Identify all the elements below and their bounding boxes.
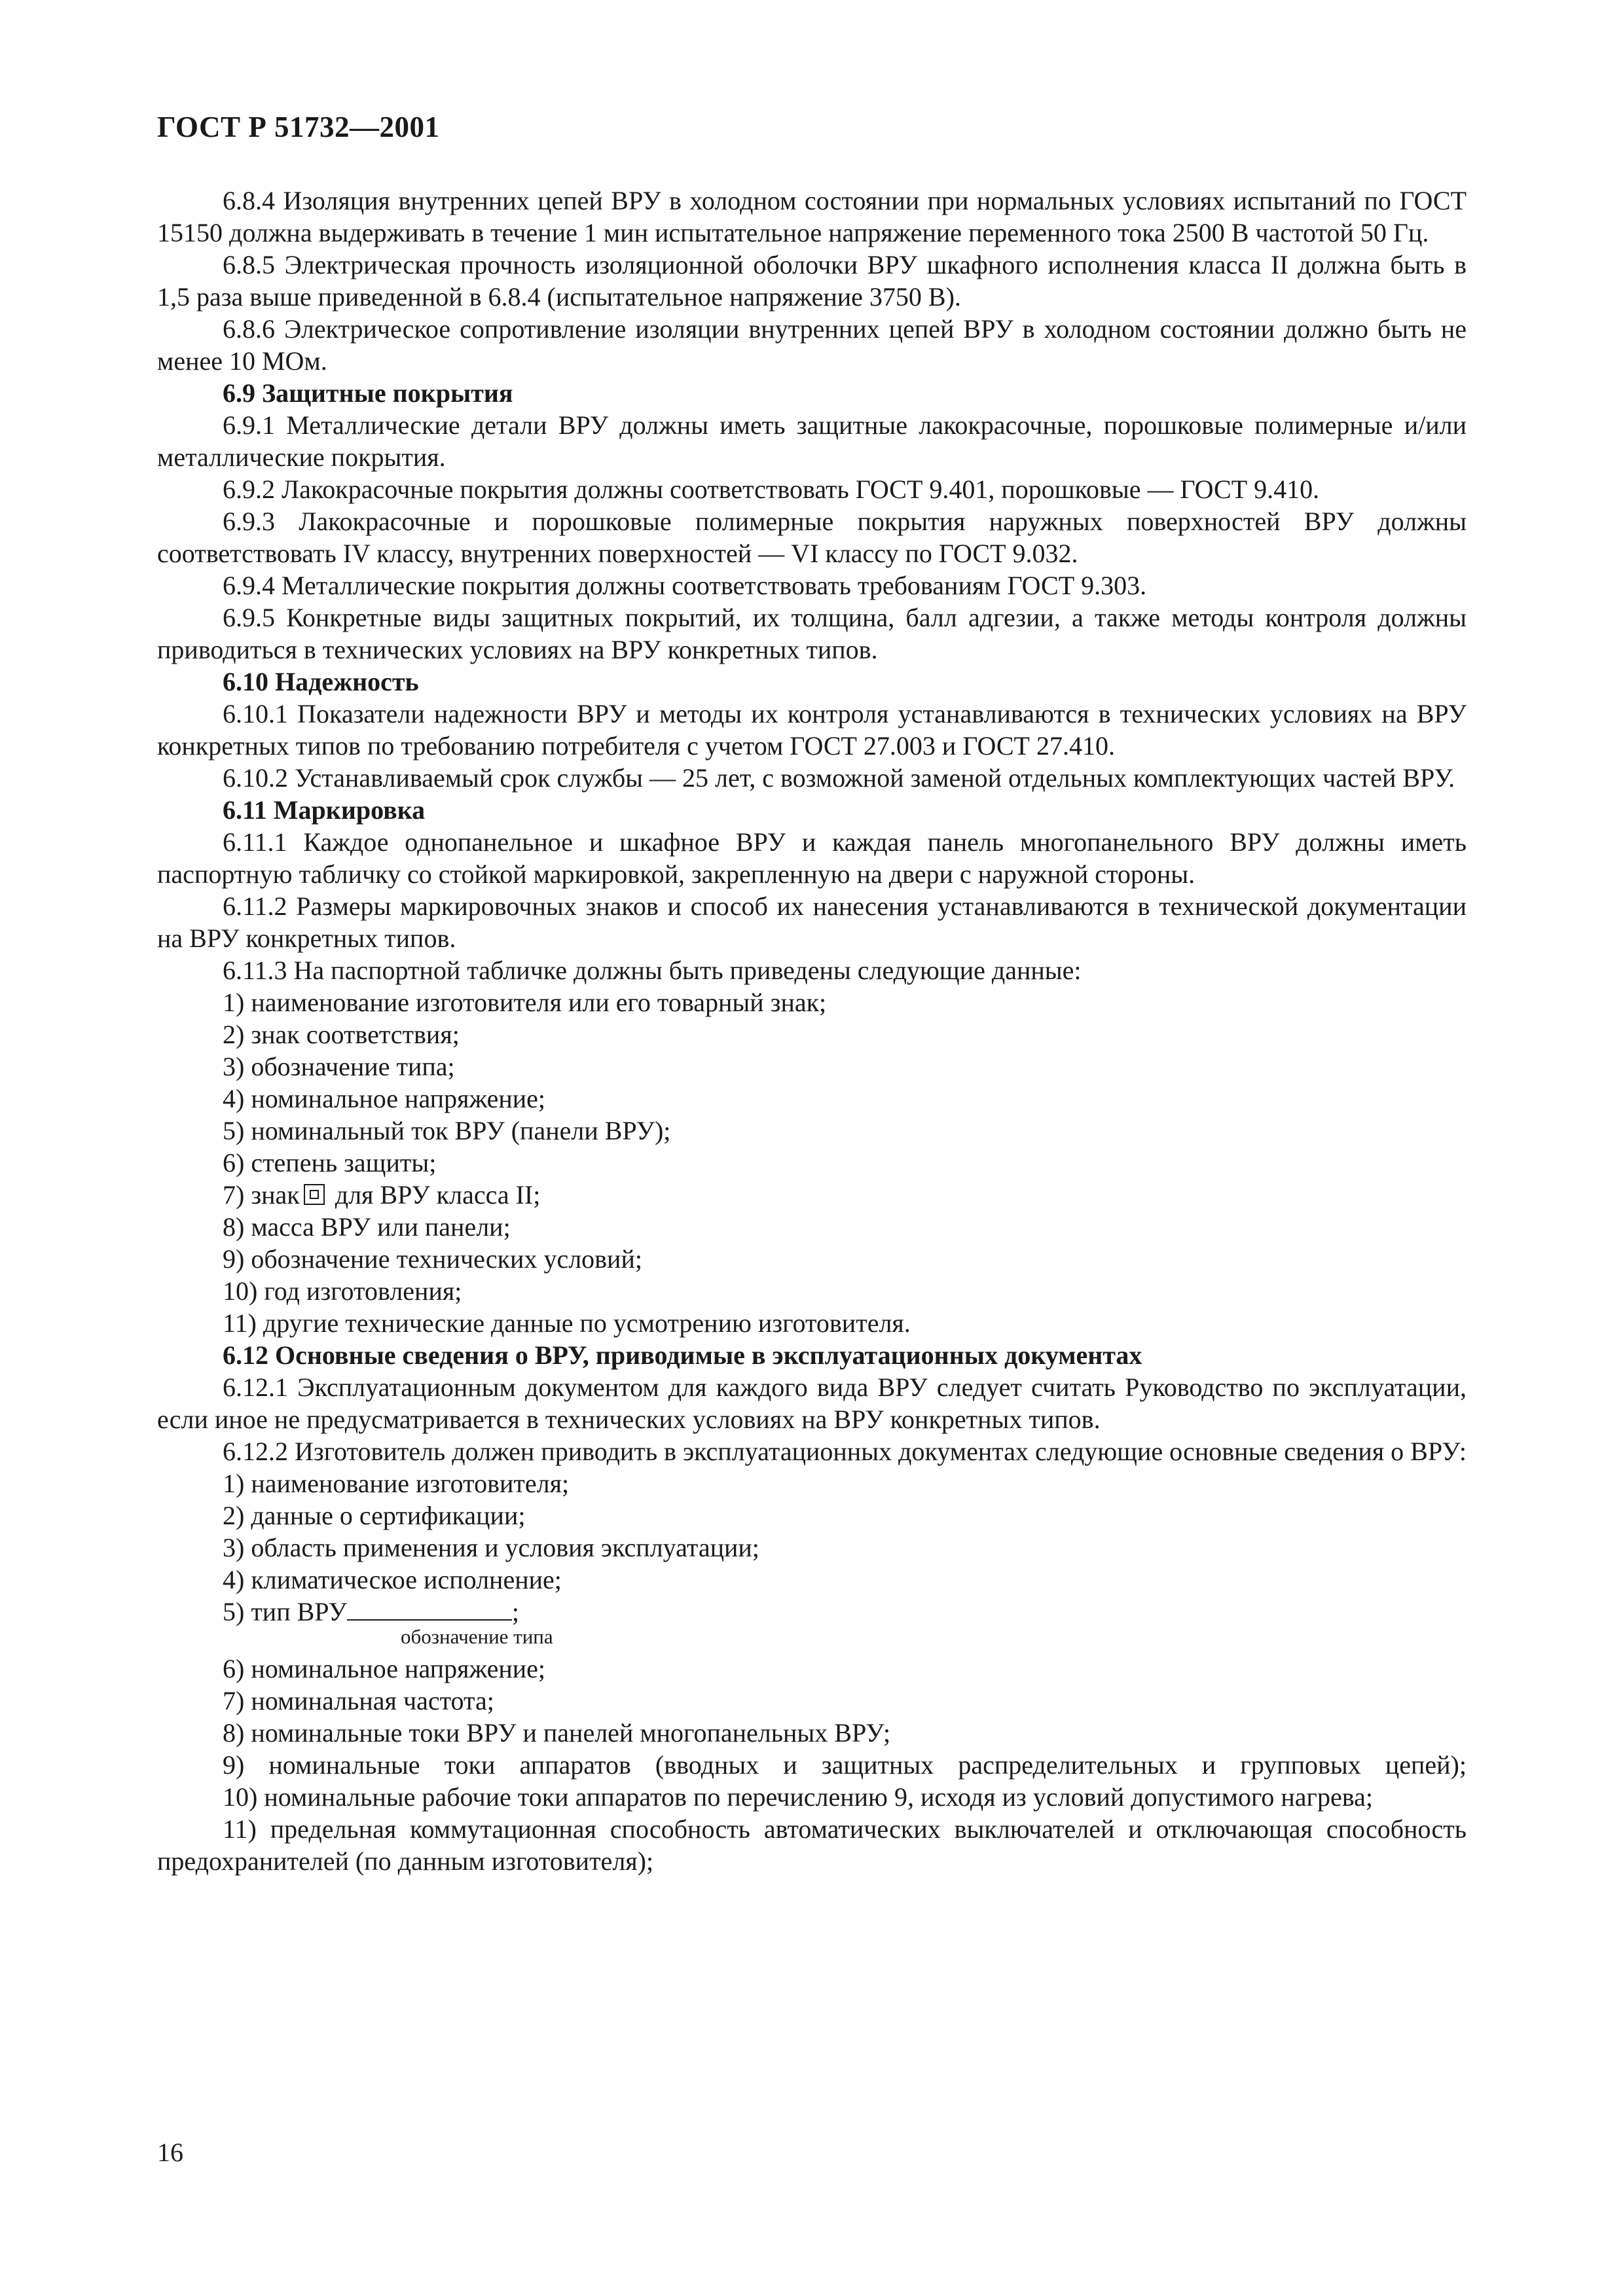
- paragraph: 6.12.2 Изготовитель должен приводить в эксплуатационных документах следующие основные сведения о ВРУ:: [223, 1437, 1467, 1466]
- paragraph: 6.9.4 Металлические покрытия должны соответствовать требованиям ГОСТ 9.303.: [223, 571, 1147, 600]
- paragraph: 6.9.1 Металлические детали ВРУ должны иметь защитные лакокрасочные, порошковые полимерные и/или металлические покрытия.: [157, 410, 1467, 472]
- list-item: 6) номинальное напряжение;: [223, 1654, 546, 1683]
- list-item: 8) масса ВРУ или панели;: [223, 1212, 511, 1242]
- paragraph: 6.11.2 Размеры маркировочных знаков и способ их нанесения устанавливаются в технической документации на ВРУ конкретных типов.: [157, 891, 1467, 953]
- list-item: 3) обозначение типа;: [223, 1052, 455, 1081]
- list-item: 1) наименование изготовителя;: [223, 1469, 570, 1498]
- document-code-header: ГОСТ Р 51732—2001: [157, 111, 440, 143]
- list-item-text: для ВРУ класса II;: [335, 1180, 541, 1210]
- class-ii-insulation-icon: [304, 1184, 325, 1205]
- list-item-text: ;: [511, 1597, 519, 1626]
- list-item: 6) степень защиты;: [223, 1148, 437, 1177]
- paragraph: 6.8.5 Электрическая прочность изоляционной оболочки ВРУ шкафного исполнения класса II должна быть в 1,5 раза выше приведенной в 6.8.4 (испытательное напряжение 3750 В).: [157, 250, 1467, 312]
- list-item-text: 7) знак: [223, 1180, 300, 1210]
- paragraph: 6.12.1 Эксплуатационным документом для каждого вида ВРУ следует считать Руководство по эксплуатации, если иное не предусматривается в технических условиях на ВРУ конкретных типов.: [157, 1372, 1467, 1434]
- paragraph: 6.9.5 Конкретные виды защитных покрытий, их толщина, балл адгезии, а также методы контроля должны приводиться в технических условиях на ВРУ конкретных типов.: [157, 603, 1467, 664]
- paragraph: 6.11.3 На паспортной табличке должны быть приведены следующие данные:: [223, 956, 1082, 985]
- list-item: 4) номинальное напряжение;: [223, 1084, 546, 1113]
- paragraph: 11) предельная коммутационная способность автоматических выключателей и отключающая способность предохранителей (по данным изготовителя);: [157, 1814, 1467, 1876]
- list-item: 3) область применения и условия эксплуатации;: [223, 1533, 759, 1562]
- field-caption: обозначение типа: [401, 1625, 553, 1648]
- paragraph: 6.8.6 Электрическое сопротивление изоляции внутренних цепей ВРУ в холодном состоянии должно быть не менее 10 МОм.: [157, 314, 1467, 376]
- paragraph: 6.8.4 Изоляция внутренних цепей ВРУ в холодном состоянии при нормальных условиях испытаний по ГОСТ 15150 должна выдерживать в течение 1 мин испытательное напряжение переменного тока 2500 В частотой 50 Гц.: [157, 186, 1467, 247]
- paragraph: 6.11.1 Каждое однопанельное и шкафное ВРУ и каждая панель многопанельного ВРУ должны иметь паспортную табличку со стойкой маркировкой, закрепленную на двери с наружной стороны.: [157, 827, 1467, 889]
- list-item: 11) другие технические данные по усмотрению изготовителя.: [223, 1308, 911, 1338]
- list-item: 2) данные о сертификации;: [223, 1501, 526, 1530]
- type-designation-blank: [347, 1597, 512, 1621]
- list-item: 5) номинальный ток ВРУ (панели ВРУ);: [223, 1116, 671, 1145]
- paragraph: 10) номинальные рабочие токи аппаратов по перечислению 9, исходя из условий допустимого нагрева;: [223, 1782, 1373, 1812]
- list-item-text: 5) тип ВРУ: [223, 1597, 347, 1626]
- section-heading: 6.10 Надежность: [223, 667, 419, 696]
- list-item: 9) обозначение технических условий;: [223, 1244, 642, 1274]
- list-item: 10) год изготовления;: [223, 1276, 462, 1306]
- paragraph: 6.9.3 Лакокрасочные и порошковые полимерные покрытия наружных поверхностей ВРУ должны соответствовать IV классу, внутренних поверхностей — VI классу по ГОСТ 9.032.: [157, 507, 1467, 568]
- section-heading: 6.11 Маркировка: [223, 795, 426, 825]
- section-heading: 6.12 Основные сведения о ВРУ, приводимые в эксплуатационных документах: [223, 1340, 1142, 1370]
- list-item: [223, 1596, 1467, 1628]
- list-item: 2) знак соответствия;: [223, 1020, 460, 1049]
- list-item: [223, 1179, 1467, 1211]
- list-item: 7) номинальная частота;: [223, 1686, 494, 1715]
- page-number: 16: [157, 2138, 183, 2167]
- paragraph: 6.9.2 Лакокрасочные покрытия должны соответствовать ГОСТ 9.401, порошковые — ГОСТ 9.410.: [223, 475, 1320, 504]
- list-item: 8) номинальные токи ВРУ и панелей многопанельных ВРУ;: [223, 1718, 891, 1748]
- paragraph: 6.10.1 Показатели надежности ВРУ и методы их контроля устанавливаются в технических условиях на ВРУ конкретных типов по требованию потребителя с учетом ГОСТ 27.003 и ГОСТ 27.410.: [157, 699, 1467, 761]
- document-body: [157, 185, 1467, 1877]
- paragraph: 6.10.2 Устанавливаемый срок службы — 25 лет, с возможной заменой отдельных комплектующих частей ВРУ.: [223, 763, 1455, 793]
- list-item: 1) наименование изготовителя или его товарный знак;: [223, 988, 827, 1017]
- paragraph: 9) номинальные токи аппаратов (вводных и защитных распределительных и групповых цепей);: [223, 1750, 1467, 1780]
- section-heading: 6.9 Защитные покрытия: [223, 378, 513, 408]
- list-item: 4) климатическое исполнение;: [223, 1565, 562, 1594]
